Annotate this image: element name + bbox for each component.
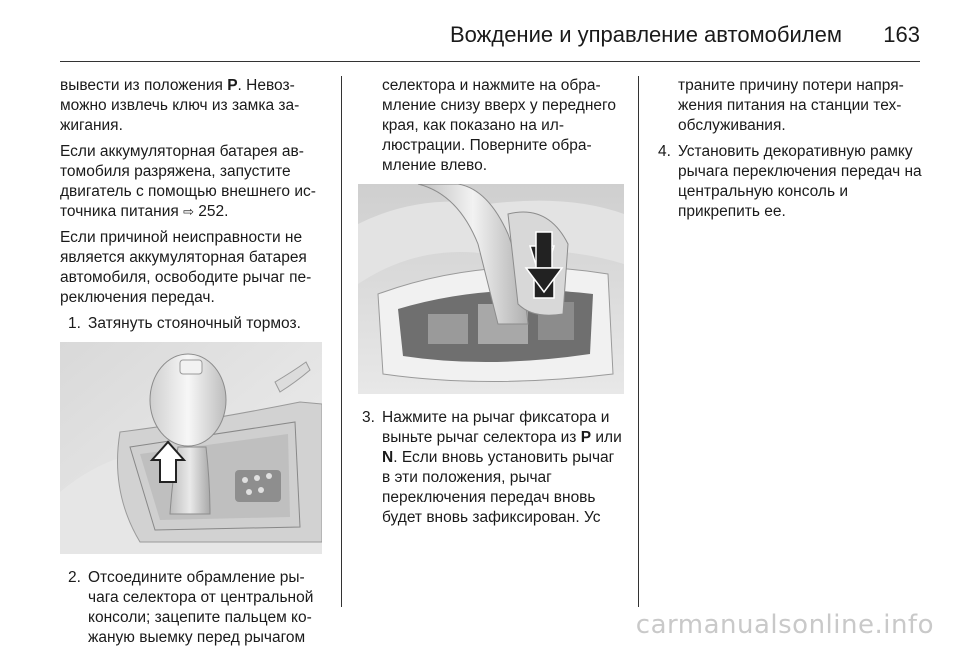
list-item: 3. Нажмите на рычаг фиксатора и выньте рычаг селектора из P или N. Если вновь установить рычаг в эти положения, рычаг переключения передач вновь будет вновь зафиксирован. Ус <box>362 409 622 526</box>
header-divider <box>60 61 920 62</box>
paragraph: селектора и нажмите на обрамление снизу вверх у переднего края, как показано на иллюстрации. Поверните обрамление влево. <box>382 77 616 174</box>
text-column-2 <box>356 76 626 534</box>
selector-trim-removal-illustration <box>358 184 624 394</box>
paragraph: Если аккумуляторная батарея автомобиля разряжена, запустите двигатель с помощью внешнего источника питания ⇨ 252. <box>60 143 316 220</box>
page-number: 163 <box>883 22 920 47</box>
text-column-1 <box>60 76 328 654</box>
gear-lever-illustration <box>60 342 322 554</box>
column-divider-1 <box>341 76 342 607</box>
list-item: 2. Отсоедините обрамление рычага селектора от центральной консоли; зацепите пальцем кожаную выемку перед рычагом <box>68 569 314 646</box>
list-item: 4. Установить декоративную рамку рычага переключения передач на центральную консоль и прикрепить ее. <box>658 143 922 220</box>
text-column-3 <box>652 76 922 228</box>
page-reference-link[interactable]: 252. <box>193 203 229 220</box>
list-item: 1. Затянуть стояночный тормоз. <box>68 315 301 332</box>
page-title: Вождение и управление автомобилем <box>449 22 842 47</box>
paragraph: вывести из положения P. Невозможно извлечь ключ из замка зажигания. <box>60 77 300 134</box>
watermark: carmanualsonline.info <box>635 610 934 640</box>
paragraph: Если причиной неисправности не является аккумуляторная батарея автомобиля, освободите рычаг переключения передач. <box>60 229 312 306</box>
column-divider-2 <box>638 76 639 607</box>
paragraph: траните причину потери напряжения питания на станции техобслуживания. <box>678 77 904 134</box>
arrow-ref-icon: ⇨ <box>183 204 194 219</box>
